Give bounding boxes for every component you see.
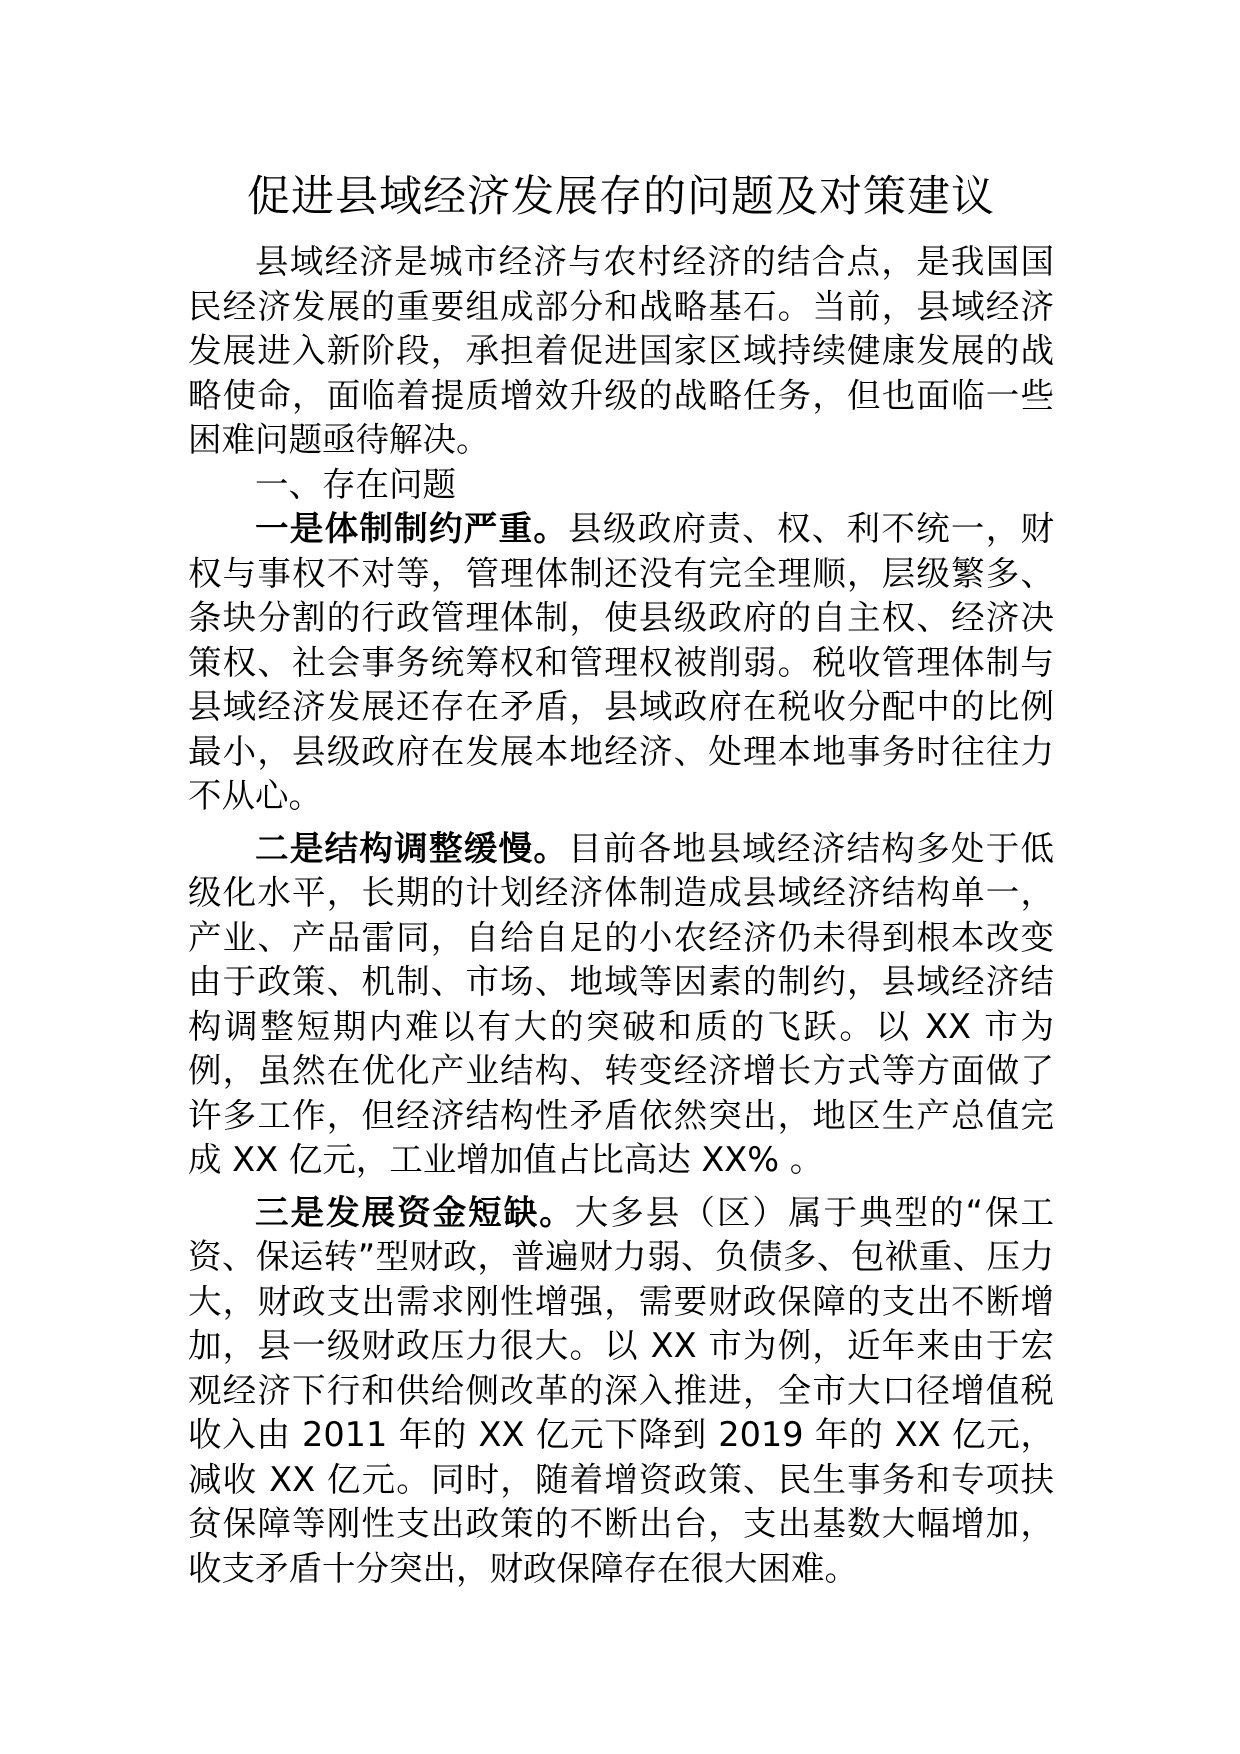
intro-paragraph: 县域经济是城市经济与农村经济的结合点，是我国国民经济发展的重要组成部分和战略基石。当前，县域经济发展进入新阶段，承担着促进国家区域持续健康发展的战略使命，面临着提质增效升级的战略任务，但也面临一些困难问题亟待解决。 (188, 242, 1054, 459)
issue-text-2: 目前各地县域经济结构多处于低级化水平，长期的计划经济体制造成县域经济结构单一，产业、产品雷同，自给自足的小农经济仍未得到根本改变由于政策、机制、市场、地域等因素的制约，县域经济结构调整短期内难以有大的突破和质的飞跃。以 XX 市为例，虽然在优化产业结构、转变经济增长方式等方面做了许多工作，但经济结构性矛盾依然突出，地区生产总值完成 XX 亿元，工业增加值占比高达 XX% 。 (188, 828, 1055, 1179)
issue-lead-3: 三是发展资金短缺。 (255, 1192, 575, 1232)
issue-paragraph-2 (188, 827, 1054, 1183)
issue-lead-1: 一是体制制约严重。 (255, 509, 569, 548)
issue-paragraph-1 (188, 507, 1054, 819)
document-page (188, 168, 1054, 1591)
document-title: 促进县域经济发展存的问题及对策建议 (247, 172, 995, 222)
issue-lead-2: 二是结构调整缓慢。 (255, 828, 569, 868)
issue-text-1: 县级政府责、权、利不统一，财权与事权不对等，管理体制还没有完全理顺，层级繁多、条块分割的行政管理体制，使县级政府的自主权、经济决策权、社会事务统筹权和管理权被削弱。税收管理体制与县域经济发展还存在矛盾，县域政府在税收分配中的比例最小，县级政府在发展本地经济、处理本地事务时往往力不从心。 (188, 509, 1055, 815)
issue-text-3: 大多县（区）属于典型的“保工资、保运转”型财政，普遍财力弱、负债多、包袱重、压力大，财政支出需求刚性增强，需要财政保障的支出不断增加，县一级财政压力很大。以 XX 市为例，近年来由于宏观经济下行和供给侧改革的深入推进，全市大口径增值税收入由 2011 年的 XX 亿元下降到 2019 年的 XX 亿元，减收 XX 亿元。同时，随着增资政策、民生事务和专项扶贫保障等刚性支出政策的不断出台，支出基数大幅增加，收支矛盾十分突出，财政保障存在很大困难。 (188, 1192, 1054, 1588)
section-heading: 一、存在问题 (255, 464, 456, 504)
issue-paragraph-3 (188, 1191, 1054, 1592)
